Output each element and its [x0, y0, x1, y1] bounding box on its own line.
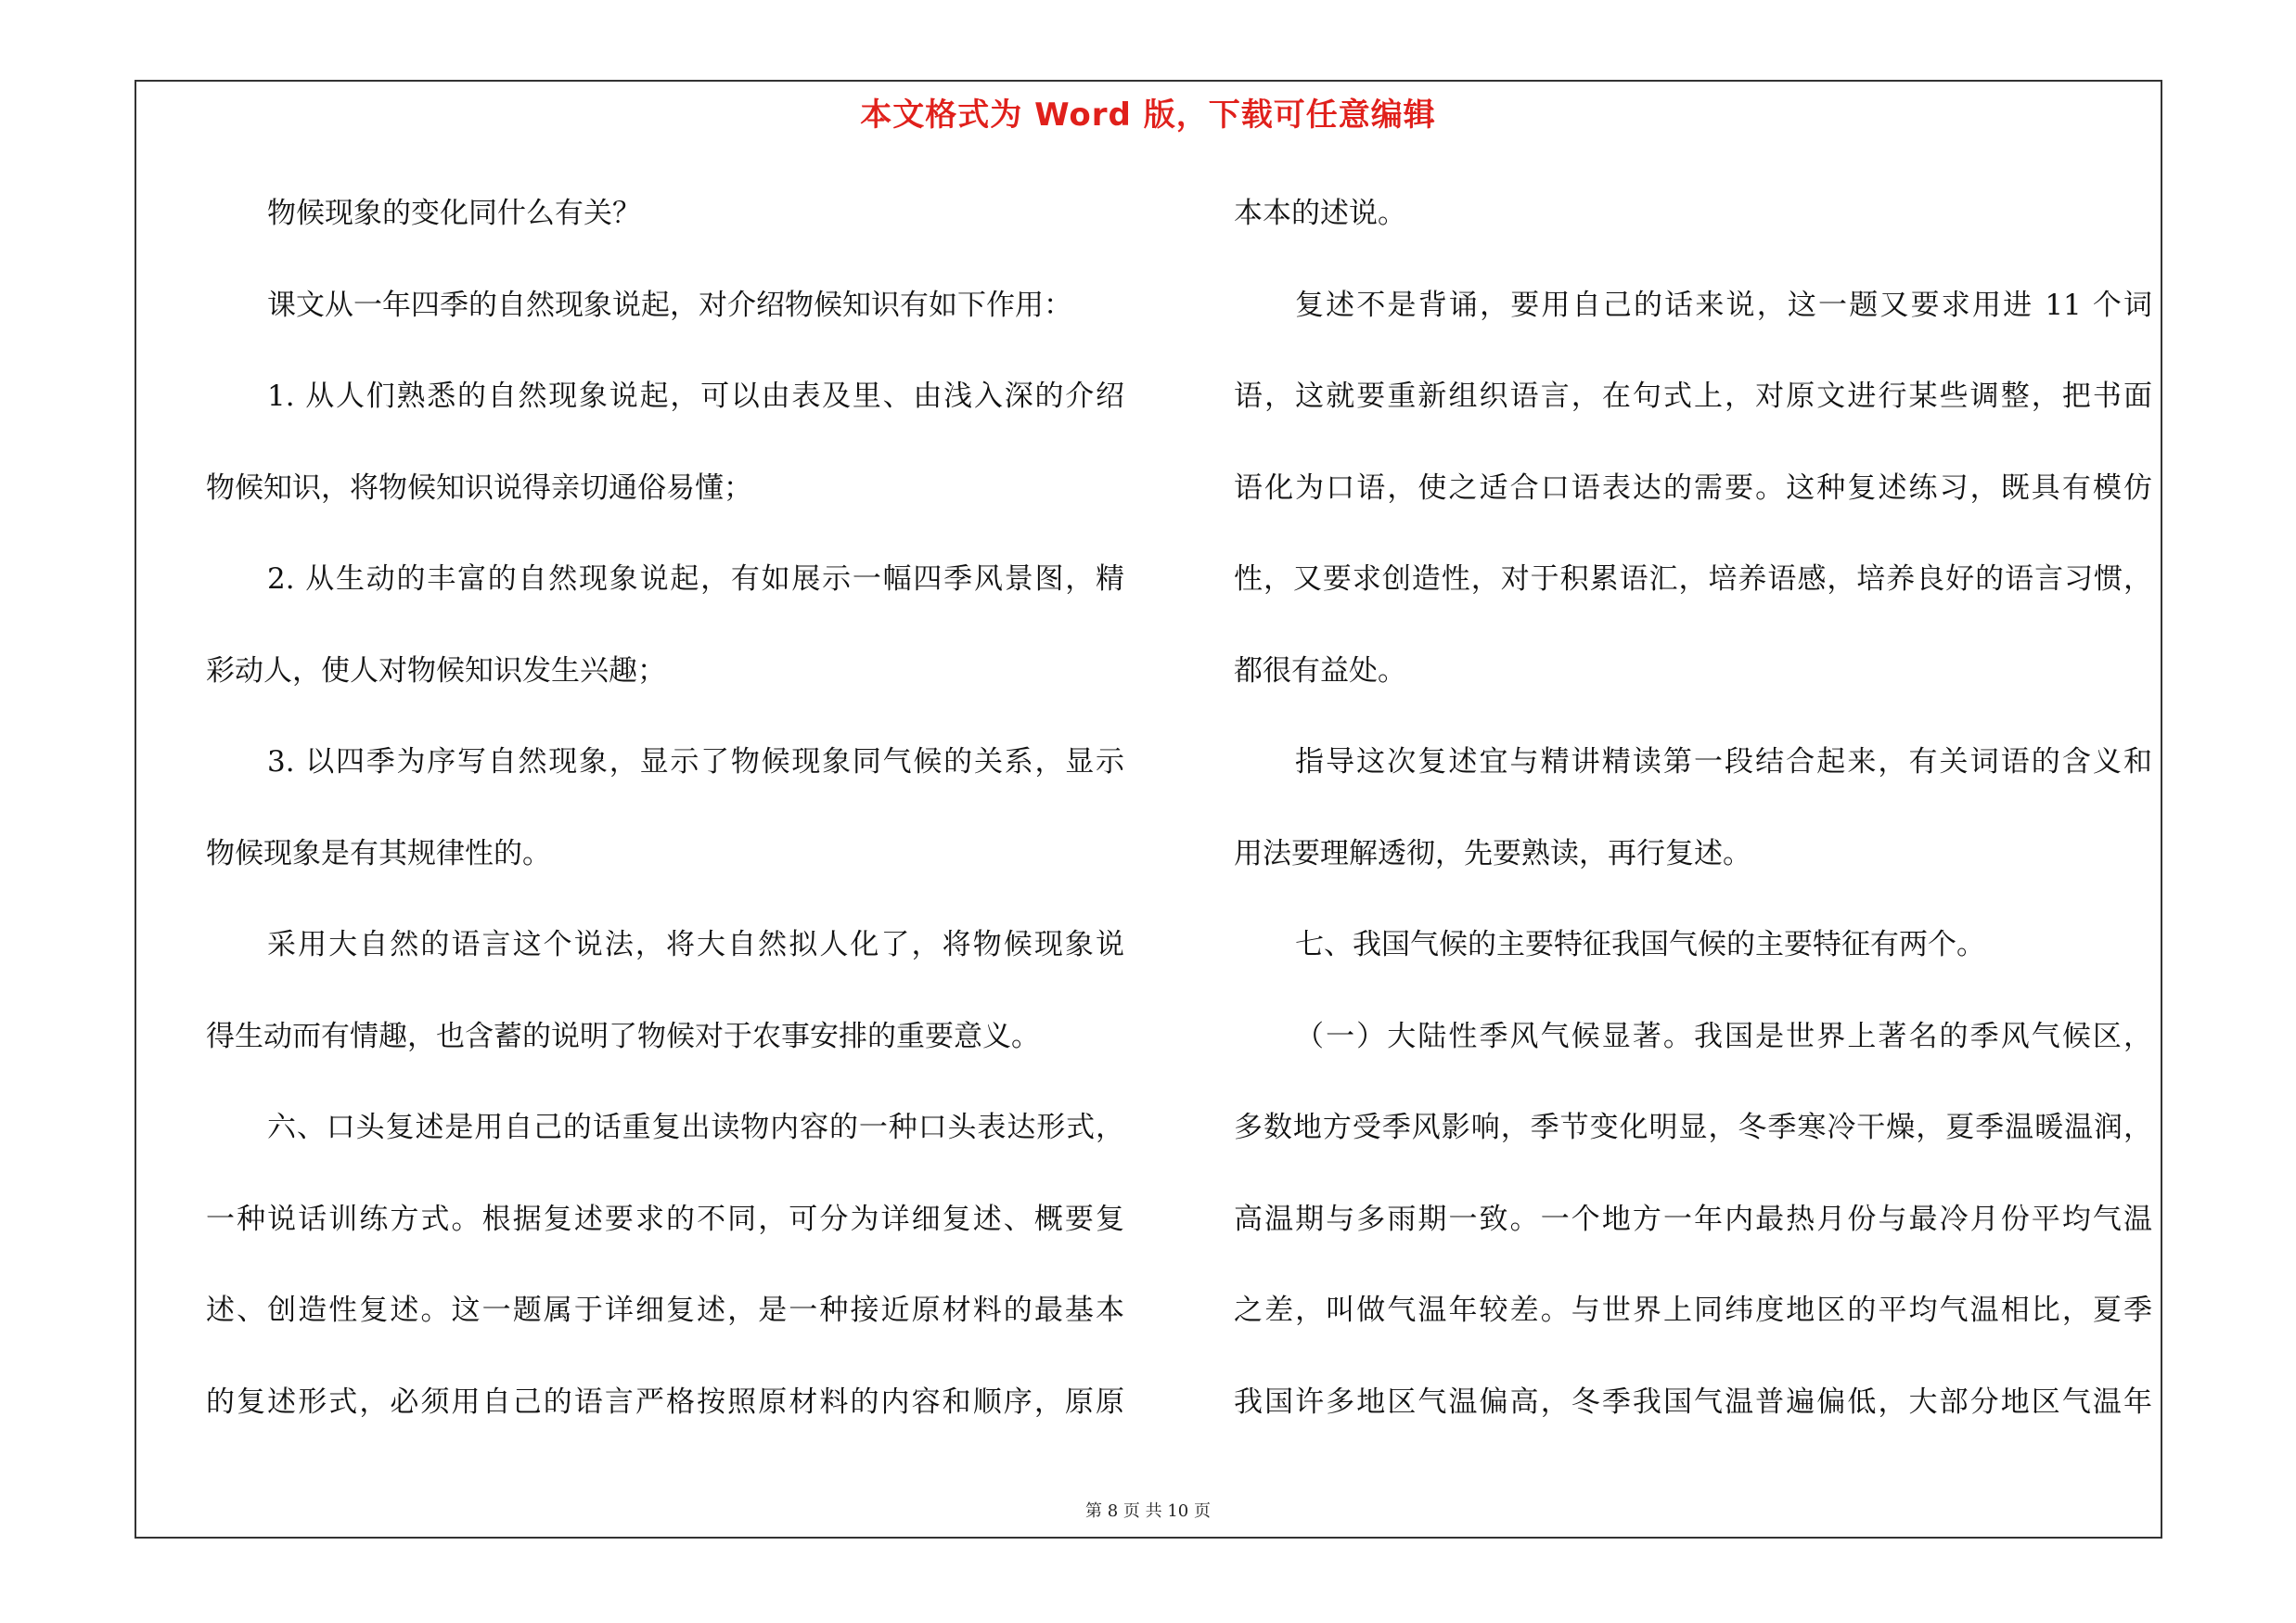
text-line: 物候现象的变化同什么有关？	[267, 197, 641, 230]
text-line: 述、创造性复述。这一题属于详细复述，是一种接近原材料的最基本	[206, 1294, 1124, 1327]
text-line: 高温期与多雨期一致。一个地方一年内最热月份与最冷月份平均气温	[1234, 1202, 2152, 1236]
text-line: 得生动而有情趣，也含蓄的说明了物候对于农事安排的重要意义。	[206, 1019, 1040, 1053]
text-line: 本本的述说。	[1234, 197, 1406, 230]
text-line: 彩动人，使人对物候知识发生兴趣；	[206, 653, 666, 688]
text-line: 指导这次复述宜与精讲精读第一段结合起来，有关词语的含义和	[1295, 745, 2152, 779]
text-line: 3. 以四季为序写自然现象，显示了物候现象同气候的关系，显示	[267, 745, 1124, 779]
text-line: 我国许多地区气温偏高，冬季我国气温普遍偏低，大部分地区气温年	[1234, 1385, 2152, 1419]
text-line: 七、我国气候的主要特征我国气候的主要特征有两个。	[1295, 928, 1985, 961]
text-line: 都很有益处。	[1234, 653, 1406, 688]
left-column	[206, 186, 1124, 1465]
text-line: 2. 从生动的丰富的自然现象说起，有如展示一幅四季风景图，精	[267, 562, 1124, 596]
page-footer: 第 8 页 共 10 页	[1085, 1501, 1211, 1521]
text-line: 物候知识，将物候知识说得亲切通俗易懂；	[206, 470, 752, 505]
text-line: 六、口头复述是用自己的话重复出读物内容的一种口头表达形式，	[267, 1111, 1124, 1144]
text-line: 复述不是背诵，要用自己的话来说，这一题又要求用进 11 个词	[1295, 288, 2152, 322]
text-line: 性，又要求创造性，对于积累语汇，培养语感，培养良好的语言习惯，	[1234, 562, 2152, 596]
text-line: 之差，叫做气温年较差。与世界上同纬度地区的平均气温相比，夏季	[1234, 1294, 2152, 1327]
text-line: 的复述形式，必须用自己的语言严格按照原材料的内容和顺序，原原	[206, 1385, 1124, 1419]
text-line: 一种说话训练方式。根据复述要求的不同，可分为详细复述、概要复	[206, 1202, 1124, 1236]
text-line: （一）大陆性季风气候显著。我国是世界上著名的季风气候区，	[1295, 1019, 2152, 1053]
header-banner: 本文格式为 Word 版，下载可任意编辑	[860, 97, 1436, 134]
text-line: 课文从一年四季的自然现象说起，对介绍物候知识有如下作用：	[267, 288, 1072, 322]
text-line: 1. 从人们熟悉的自然现象说起，可以由表及里、由浅入深的介绍	[267, 380, 1124, 413]
text-line: 语，这就要重新组织语言，在句式上，对原文进行某些调整，把书面	[1234, 380, 2152, 413]
text-line: 语化为口语，使之适合口语表达的需要。这种复述练习，既具有模仿	[1234, 470, 2152, 505]
text-line: 物候现象是有其规律性的。	[206, 836, 551, 870]
text-line: 采用大自然的语言这个说法，将大自然拟人化了，将物候现象说	[267, 928, 1124, 961]
right-column	[1234, 186, 2152, 1465]
text-line: 用法要理解透彻，先要熟读，再行复述。	[1234, 836, 1751, 870]
text-line: 多数地方受季风影响，季节变化明显，冬季寒冷干燥，夏季温暖温润，	[1234, 1111, 2152, 1144]
